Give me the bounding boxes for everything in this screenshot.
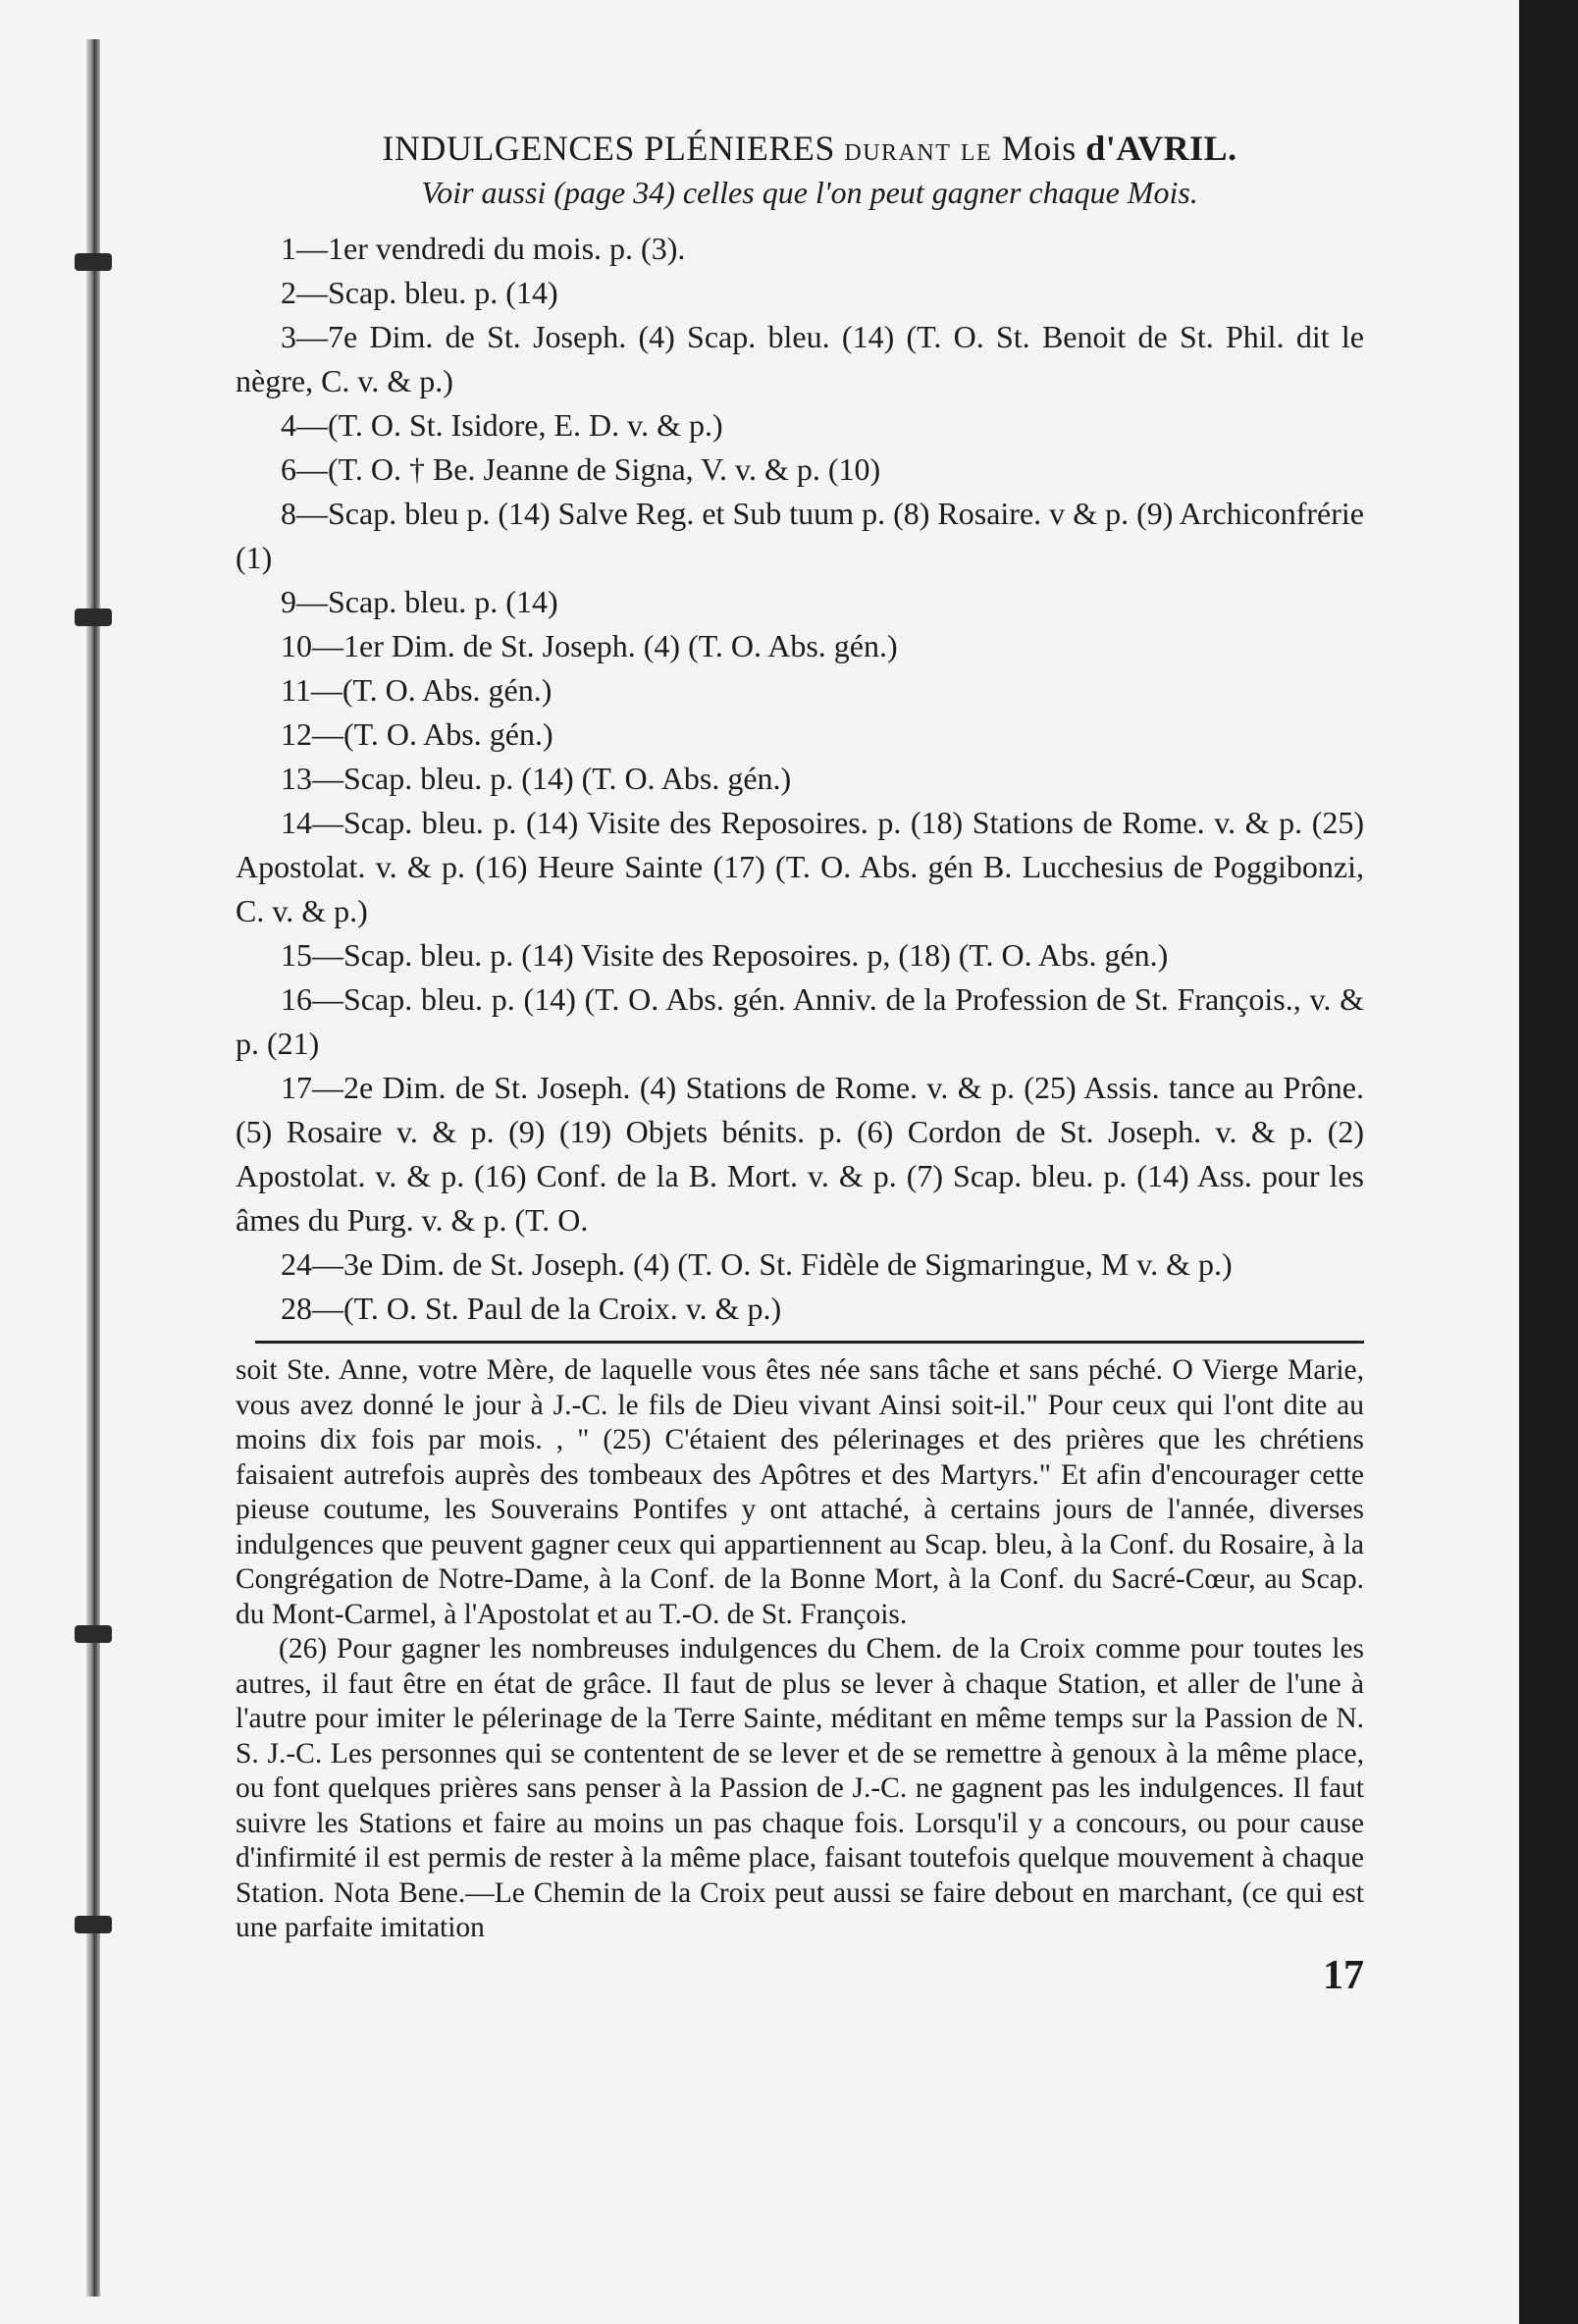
indulgence-entry: 12—(T. O. Abs. gén.) bbox=[281, 716, 553, 752]
indulgence-entry: 1—1er vendredi du mois. p. (3). bbox=[281, 231, 686, 266]
indulgence-entry: 14—Scap. bleu. p. (14) Visite des Reposoires. p. (18) Stations de Rome. v. & p. (25) Apostolat. v. & p. (16) Heure Sainte (17) (T. O. Abs. gén B. Lucchesius de Poggibonzi, C. v. & p.) bbox=[236, 805, 1364, 928]
indulgence-entry: 6—(T. O. † Be. Jeanne de Signa, V. v. & p. (10) bbox=[281, 451, 881, 487]
indulgence-entry: 3—7e Dim. de St. Joseph. (4) Scap. bleu. (14) (T. O. St. Benoit de St. Phil. dit le nègre, C. v. & p.) bbox=[236, 319, 1364, 398]
binding-stitch bbox=[75, 253, 112, 271]
indulgence-entry: 11—(T. O. Abs. gén.) bbox=[281, 672, 552, 708]
footnote-rule bbox=[255, 1341, 1364, 1344]
binding-stitch bbox=[75, 1625, 112, 1643]
indulgence-entry: 13—Scap. bleu. p. (14) (T. O. Abs. gén.) bbox=[281, 761, 792, 796]
page-content bbox=[236, 128, 1364, 1998]
indulgence-list bbox=[236, 227, 1364, 1331]
indulgence-entry: 17—2e Dim. de St. Joseph. (4) Stations de Rome. v. & p. (25) Assis. tance au Prône. (5) Rosaire v. & p. (9) (19) Objets bénits. p. (6) Cordon de St. Joseph. v. & p. (2) Apostolat. v. & p. (16) Conf. de la B. Mort. v. & p. (7) Scap. bleu. p. (14) Ass. pour les âmes du Purg. v. & p. (T. O. bbox=[236, 1070, 1364, 1238]
indulgence-entry: 10—1er Dim. de St. Joseph. (4) (T. O. Abs. gén.) bbox=[281, 628, 898, 663]
binding-stitch bbox=[75, 1916, 112, 1933]
title-avril: d'AVRIL. bbox=[1085, 129, 1237, 168]
footnote-paragraph: (26) Pour gagner les nombreuses indulgences du Chem. de la Croix comme pour toutes les autres, il faut être en état de grâce. Il faut de plus se lever à chaque Station, et aller de l'une à l'autre pour imiter le pélerinage de la Terre Sainte, méditant en même temps sur la Passion de N. S. J.-C. Les personnes qui se contentent de se lever et de se remettre à genoux à la même place, ou font quelques prières sans penser à la Passion de J.-C. ne gagnent pas les indulgences. Il faut suivre les Stations et faire au moins un pas chaque fois. Lorsqu'il y a concours, ou pour cause d'infirmité il est permis de rester à la même place, faisant toutefois quelque mouvement à chaque Station. Nota Bene.—Le Chemin de la Croix peut aussi se faire debout en marchant, (ce qui est une parfaite imitation bbox=[236, 1633, 1364, 1943]
indulgence-entry: 24—3e Dim. de St. Joseph. (4) (T. O. St. Fidèle de Sigmaringue, M v. & p.) bbox=[281, 1246, 1233, 1282]
binding-stitch bbox=[75, 608, 112, 626]
title-main: INDULGENCES PLÉNIERES bbox=[382, 129, 835, 168]
indulgence-entry: 9—Scap. bleu. p. (14) bbox=[281, 584, 558, 619]
indulgence-entry: 2—Scap. bleu. p. (14) bbox=[281, 275, 558, 310]
footnote-paragraph: soit Ste. Anne, votre Mère, de laquelle vous êtes née sans tâche et sans péché. O Vierge Marie, vous avez donné le jour à J.-C. le fils de Dieu vivant Ainsi soit-il." Pour ceux qui l'ont dite au moins dix fois par mois. , " (25) C'étaient des pélerinages et des prières que les chrétiens faisaient autrefois auprès des tombeaux des Apôtres et des Martyrs." Et afin d'encourager cette pieuse coutume, les Souverains Pontifes y ont attaché, à certains jours de l'année, diverses indulgences que peuvent gagner ceux qui appartiennent au Scap. bleu, à la Conf. du Rosaire, à la Congrégation de Notre-Dame, à la Conf. de la Bonne Mort, à la Conf. du Sacré-Cœur, au Scap. du Mont-Carmel, à l'Apostolat et au T.-O. de St. François. bbox=[236, 1354, 1364, 1630]
indulgence-entry: 4—(T. O. St. Isidore, E. D. v. & p.) bbox=[281, 407, 723, 443]
title-durant: DURANT bbox=[844, 140, 952, 166]
page-title bbox=[255, 128, 1364, 169]
indulgence-entry: 28—(T. O. St. Paul de la Croix. v. & p.) bbox=[281, 1291, 782, 1326]
title-mois: Mois bbox=[1001, 129, 1077, 168]
page-number: 17 bbox=[1323, 1952, 1364, 1998]
indulgence-entry: 8—Scap. bleu p. (14) Salve Reg. et Sub tuum p. (8) Rosaire. v & p. (9) Archiconfrérie (1) bbox=[236, 496, 1364, 575]
title-le: LE bbox=[960, 140, 993, 166]
page-subtitle: Voir aussi (page 34) celles que l'on peut gagner chaque Mois. bbox=[421, 175, 1198, 210]
binding-gutter bbox=[86, 39, 100, 2297]
indulgence-entry: 15—Scap. bleu. p. (14) Visite des Reposoires. p, (18) (T. O. Abs. gén.) bbox=[281, 937, 1169, 973]
indulgence-entry: 16—Scap. bleu. p. (14) (T. O. Abs. gén. Anniv. de la Profession de St. François., v. & p. (21) bbox=[236, 981, 1364, 1061]
